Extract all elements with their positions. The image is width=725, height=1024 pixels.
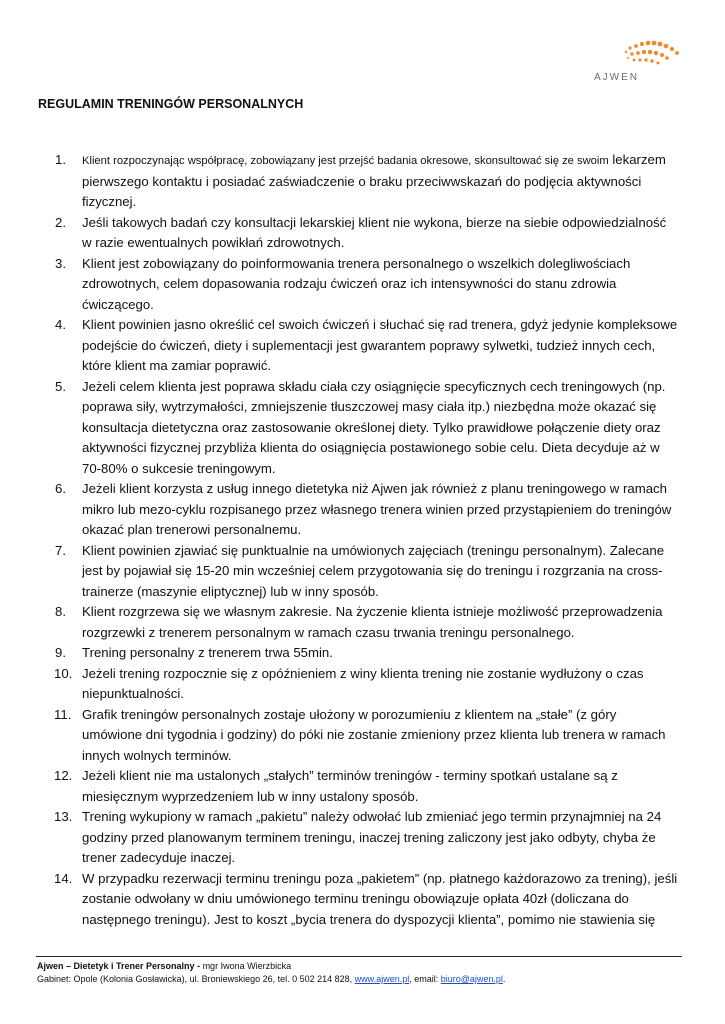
rule-text: Klient powinien zjawiać się punktualnie na umówionych zajęciach (treningu personalnym). Zalecane jest by pojawiał się 15-20 min wcześniej celem przygotowania się do treningu i rozgrzania na cross-trainerze (maszynie eliptycznej) lub w inny sposób.	[82, 542, 665, 599]
rule-text-continued: lekarzem pierwszego kontaktu i posiadać zaświadczenie o braku przeciwwskazań do podjęcia aktywności fizycznej.	[82, 152, 666, 209]
rule-item	[38, 479, 678, 541]
rule-number: 1.	[55, 152, 66, 167]
logo-dot	[642, 50, 646, 54]
rule-item	[38, 213, 678, 254]
logo-dot	[665, 56, 669, 60]
rule-text: Trening wykupiony w ramach „pakietu” należy odwołać lub zmieniać jego termin przynajmniej na 24 godziny przed planowanym terminem treningu, inaczej trening zaliczony jest jako odbyty, chyba że trener zadecyduje inaczej.	[82, 809, 662, 865]
logo-dot	[644, 58, 647, 61]
rule-number: 11.	[54, 706, 72, 722]
footer-line-2	[37, 973, 505, 986]
logo-dot	[636, 51, 640, 55]
footer-line-1	[37, 960, 505, 973]
rule-item	[38, 377, 678, 480]
logo-dot	[648, 50, 652, 54]
rule-text: Jeżeli klient nie ma ustalonych „stałych” terminów treningów - terminy spotkań ustalane są z miesięcznym wyprzedzeniem lub w inny ustalony sposób.	[82, 768, 618, 804]
website-link[interactable]: www.ajwen.pl	[354, 974, 410, 984]
logo-dot	[652, 41, 657, 46]
logo-dot	[660, 53, 664, 57]
rule-number: 3.	[55, 255, 66, 271]
footer-email-label: , email:	[409, 974, 441, 984]
rule-text: Klient powinien jasno określić cel swoich ćwiczeń i słuchać się rad trenera, gdyż jedynie kompleksowe podejście do ćwiczeń, diety i suplementacji jest gwarantem poprawy sylwetki, tudzież innych cech, które klient ma zamiar poprawić.	[82, 317, 678, 373]
rule-number: 7.	[55, 542, 66, 558]
logo-dot	[630, 52, 633, 55]
logo-dot	[640, 42, 644, 46]
rule-text: Trening personalny z trenerem trwa 55min.	[82, 645, 333, 660]
footer-divider	[36, 956, 682, 957]
rule-number: 8.	[55, 604, 66, 619]
footer-company: Ajwen – Dietetyk i Trener Personalny	[37, 961, 195, 971]
footer	[37, 960, 505, 986]
footer-address: Gabinet: Opole (Kolonia Gosławicka), ul. Broniewskiego 26, tel. 0 502 214 828,	[37, 974, 355, 984]
rule-number: 4.	[55, 317, 66, 332]
logo-dot	[664, 44, 669, 49]
rule-item	[38, 664, 678, 705]
logo-dot	[657, 62, 660, 65]
rule-text: Grafik treningów personalnych zostaje ułożony w porozumieniu z klientem na „stałe” (z góry umówione dni tygodnia i godziny) do póki nie zostanie zmieniony przez klienta lub trenera w ramach innych wolnych terminów.	[82, 706, 666, 763]
rule-item	[38, 869, 678, 931]
rule-item	[38, 705, 678, 767]
logo-dot	[638, 58, 641, 61]
footer-end: .	[502, 974, 506, 984]
rule-text: Jeżeli trening rozpocznie się z opóźnieniem z winy klienta trening nie zostanie wydłużony o czas niepunktualności.	[82, 665, 644, 701]
logo-dot	[654, 51, 658, 55]
rule-text: Klient rozpoczynając współpracę, zobowiązany jest przejść badania okresowe, skonsultować się ze swoim	[82, 155, 609, 167]
footer-separator: -	[194, 961, 203, 971]
logo-dot	[625, 51, 627, 53]
logo-dot	[670, 47, 674, 51]
logo-dot	[627, 57, 629, 59]
rule-number: 9.	[55, 645, 66, 660]
rule-number: 2.	[55, 214, 66, 230]
logo-text: AJWEN	[594, 72, 639, 83]
rule-number: 5.	[55, 378, 66, 394]
logo-dot	[650, 59, 653, 62]
rule-item	[38, 807, 678, 869]
rule-text: Jeżeli klient korzysta z usług innego dietetyka niż Ajwen jak również z planu treningowego w ramach mikro lub mezo-cyklu rozpisanego przez własnego trenera winien przed przystąpieniem do treningów okazać plan trenerowi personalnemu.	[82, 481, 672, 537]
rule-number: 14.	[54, 870, 73, 886]
rule-number: 10.	[54, 665, 73, 681]
rule-item	[38, 541, 678, 603]
rule-text: Klient jest zobowiązany do poinformowania trenera personalnego o wszelkich dolegliwościach zdrowotnych, celem dopasowania rodzaju ćwiczeń oraz ich intensywności do stanu zdrowia ćwiczącego.	[82, 255, 631, 312]
rule-item	[38, 150, 678, 213]
logo-dot	[628, 46, 631, 49]
logo-dot	[658, 42, 663, 47]
document-title: REGULAMIN TRENINGÓW PERSONALNYCH	[38, 97, 304, 111]
rule-item	[38, 643, 678, 664]
logo-dot	[634, 44, 638, 48]
rule-text: Klient rozgrzewa się we własnym zakresie. Na życzenie klienta istnieje możliwość przeprowadzenia rozgrzewki z trenerem personalnym w ramach czasu trwania treningu personalnego.	[82, 604, 663, 640]
rule-item	[38, 766, 678, 807]
rule-number: 6.	[55, 481, 66, 496]
email-link[interactable]: biuro@ajwen.pl	[440, 974, 503, 984]
rule-item	[38, 602, 678, 643]
rule-number: 13.	[54, 809, 73, 824]
rule-item	[38, 315, 678, 377]
footer-person: mgr Iwona Wierzbicka	[202, 961, 292, 971]
rule-text: W przypadku rezerwacji terminu treningu poza „pakietem” (np. płatnego każdorazowo za trening), jeśli zostanie odwołany w dniu umówionego terminu treningu obowiązuje opłata 40zł (doliczana do następnego treningu). Jest to koszt „bycia trenera do dyspozycji klienta”, pomimo nie stawienia się	[82, 870, 678, 927]
logo-dot	[675, 51, 679, 55]
rule-item	[38, 254, 678, 316]
logo-dot	[633, 59, 636, 62]
logo-dot	[646, 41, 651, 46]
rules-list	[38, 150, 678, 930]
rule-number: 12.	[54, 768, 73, 783]
rule-text: Jeśli takowych badań czy konsultacji lekarskiej klient nie wykona, bierze na siebie odpowiedzialność w razie ewentualnych powikłań zdrowotnych.	[82, 214, 667, 250]
rule-text: Jeżeli celem klienta jest poprawa składu ciała czy osiągnięcie specyficznych cech treningowych (np. poprawa siły, wytrzymałości, zmniejszenie tłuszczowej masy ciała itp.) niezbędna może okazać się konsultacja dietetyczna oraz zastosowanie określonej diety. Tylko prawidłowe połączenie diety oraz aktywności fizycznej przybliża klienta do osiągnięcia postawionego sobie celu. Dieta decyduje aż w 70-80% o sukcesie treningowym.	[82, 378, 666, 476]
